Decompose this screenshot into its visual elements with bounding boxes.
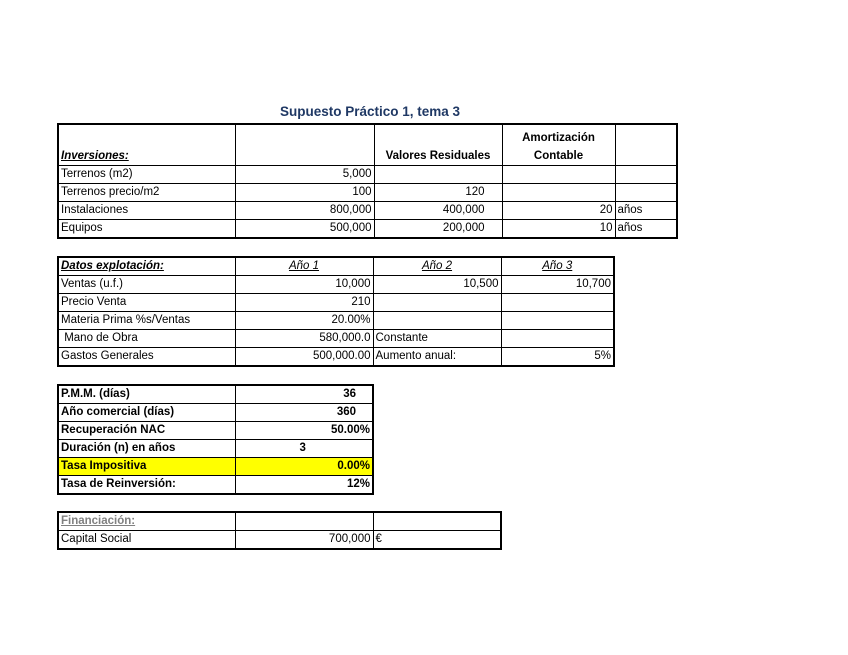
value-cell[interactable]: 12%: [235, 476, 373, 495]
value-cell[interactable]: 36: [235, 385, 373, 404]
year1-cell[interactable]: 20.00%: [235, 312, 373, 330]
cell[interactable]: [235, 512, 373, 531]
table-row: [58, 531, 501, 550]
inversiones-header-row: [58, 124, 677, 166]
year1-cell[interactable]: 10,000: [235, 276, 373, 294]
value-cell[interactable]: 100: [235, 184, 374, 202]
valores-residuales-header[interactable]: Valores Residuales: [374, 124, 502, 166]
residual-cell[interactable]: [374, 166, 502, 184]
table-row: [58, 385, 373, 404]
row-label[interactable]: Gastos Generales: [58, 348, 235, 367]
table-row: [58, 166, 677, 184]
year3-header[interactable]: Año 3: [501, 257, 614, 276]
unit-cell[interactable]: años: [615, 202, 677, 220]
row-label[interactable]: Terrenos (m2): [58, 166, 235, 184]
explotacion-header-row: [58, 257, 614, 276]
table-row: [58, 294, 614, 312]
table-row: [58, 276, 614, 294]
financiacion-label[interactable]: Financiación:: [58, 512, 235, 531]
row-label[interactable]: Ventas (u.f.): [58, 276, 235, 294]
table-row: [58, 202, 677, 220]
table-row: [58, 422, 373, 440]
year3-cell[interactable]: [501, 312, 614, 330]
row-label[interactable]: Tasa de Reinversión:: [58, 476, 235, 495]
residual-cell[interactable]: 120: [374, 184, 502, 202]
table-row: [58, 220, 677, 239]
explotacion-table: [57, 256, 615, 367]
year2-cell[interactable]: Constante: [373, 330, 501, 348]
row-label[interactable]: P.M.M. (días): [58, 385, 235, 404]
residual-cell[interactable]: 400,000: [374, 202, 502, 220]
year3-cell[interactable]: 10,700: [501, 276, 614, 294]
residual-cell[interactable]: 200,000: [374, 220, 502, 239]
cell[interactable]: [373, 512, 501, 531]
row-label[interactable]: Mano de Obra: [58, 330, 235, 348]
sheet-title: Supuesto Práctico 1, tema 3: [279, 104, 461, 119]
unit-cell[interactable]: [615, 166, 677, 184]
value-cell[interactable]: 700,000: [235, 531, 373, 550]
unit-cell[interactable]: [615, 184, 677, 202]
row-label[interactable]: Tasa Impositiva: [58, 458, 235, 476]
amort-cell[interactable]: [502, 166, 615, 184]
value-cell[interactable]: 50.00%: [235, 422, 373, 440]
financiacion-header-row: [58, 512, 501, 531]
table-row: [58, 348, 614, 367]
row-label[interactable]: Recuperación NAC: [58, 422, 235, 440]
row-label[interactable]: Equipos: [58, 220, 235, 239]
currency-cell[interactable]: €: [373, 531, 501, 550]
table-row: [58, 184, 677, 202]
row-label[interactable]: Año comercial (días): [58, 404, 235, 422]
inversiones-label[interactable]: Inversiones:: [58, 124, 235, 166]
year3-cell[interactable]: [501, 330, 614, 348]
year2-cell[interactable]: [373, 312, 501, 330]
year1-header[interactable]: Año 1: [235, 257, 373, 276]
financiacion-table: [57, 511, 502, 550]
table-row: [58, 404, 373, 422]
year1-cell[interactable]: 210: [235, 294, 373, 312]
year1-cell[interactable]: 580,000.0: [235, 330, 373, 348]
value-cell[interactable]: 800,000: [235, 202, 374, 220]
amortizacion-header[interactable]: Amortización Contable: [502, 124, 615, 166]
value-cell[interactable]: 360: [235, 404, 373, 422]
row-label[interactable]: Precio Venta: [58, 294, 235, 312]
value-cell[interactable]: 500,000: [235, 220, 374, 239]
table-row-highlighted: [58, 458, 373, 476]
year3-cell[interactable]: [501, 294, 614, 312]
unit-cell[interactable]: años: [615, 220, 677, 239]
value-cell[interactable]: 5,000: [235, 166, 374, 184]
value-cell[interactable]: 3: [235, 440, 373, 458]
row-label[interactable]: Terrenos precio/m2: [58, 184, 235, 202]
inversiones-table: [57, 123, 678, 239]
row-label[interactable]: Instalaciones: [58, 202, 235, 220]
amort-cell[interactable]: [502, 184, 615, 202]
row-label[interactable]: Capital Social: [58, 531, 235, 550]
year1-cell[interactable]: 500,000.00: [235, 348, 373, 367]
year2-cell[interactable]: [373, 294, 501, 312]
table-row: [58, 440, 373, 458]
cell[interactable]: [235, 124, 374, 166]
amort-cell[interactable]: 20: [502, 202, 615, 220]
table-row: [58, 476, 373, 495]
row-label[interactable]: Materia Prima %s/Ventas: [58, 312, 235, 330]
explotacion-label[interactable]: Datos explotación:: [58, 257, 235, 276]
year2-header[interactable]: Año 2: [373, 257, 501, 276]
parametros-table: [57, 384, 374, 495]
year2-cell[interactable]: 10,500: [373, 276, 501, 294]
value-cell[interactable]: 0.00%: [235, 458, 373, 476]
table-row: [58, 312, 614, 330]
year3-cell[interactable]: 5%: [501, 348, 614, 367]
year2-cell[interactable]: Aumento anual:: [373, 348, 501, 367]
cell[interactable]: [615, 124, 677, 166]
amort-cell[interactable]: 10: [502, 220, 615, 239]
table-row: [58, 330, 614, 348]
row-label[interactable]: Duración (n) en años: [58, 440, 235, 458]
